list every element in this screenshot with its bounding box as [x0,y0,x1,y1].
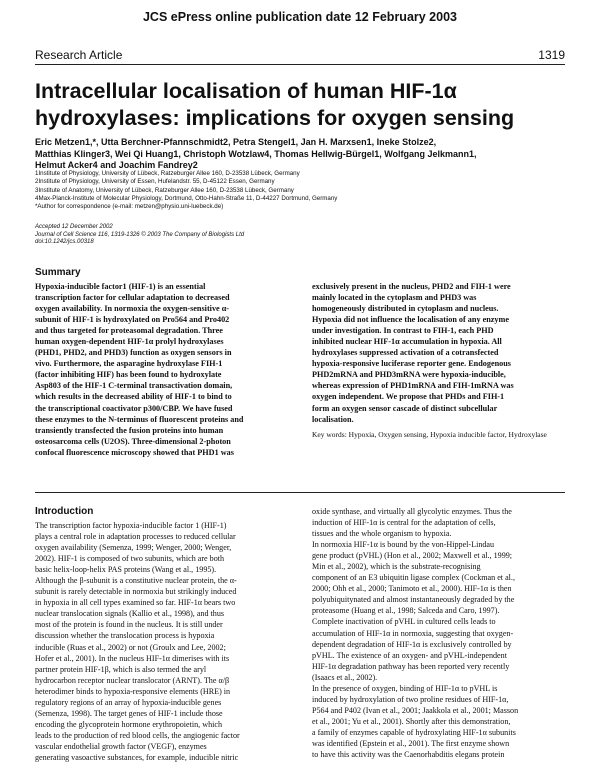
article-title [35,78,575,132]
journal-reference: Journal of Cell Science 116, 1319-1326 © 2003 The Company of Biologists Ltd [35,231,245,238]
introduction-column-2: oxide synthase, and virtually all glycolytic enzymes. Thus the induction of HIF-1α is central for the adaptation of cells, tissues and the whole organism to hypoxia. In normoxia HIF-1α is bound by the von-Hippel-Lindau gene product (pVHL) (Hon et al., 2002; Maxwell et al., 1999; Min et al., 2002), which is the substrate-recognising component of an E3 ubiquitin ligase complex (Cockman et al., 2000; Ohh et al., 2000; Tanimoto et al., 2000). HIF-1α is then polyubiquitynated and almost instantaneously degraded by the proteasome (Huang et al., 1998; Salceda and Caro, 1997). Complete inactivation of pVHL in cultured cells leads to accumulation of HIF-1α in normoxia, suggesting that oxygen- dependent degradation of HIF-1α is exclusively controlled by pVHL. The existence of an oxygen- and pVHL-independent HIF-1α degradation pathway has been reported very recently (Isaacs et al., 2002). In the presence of oxygen, binding of HIF-1α to pVHL is induced by hydroxylation of two proline residues of HIF-1α, P564 and P402 (Ivan et al., 2001; Jaakkola et al., 2001; Masson et al., 2001; Yu et al., 2001). Shortly after this demonstration, a family of enzymes capable of hydroxylating HIF-1α subunits was identified (Epstein et al., 2001). The first enzyme shown to have this activity was the Caenorhabditis elegans protein [312,507,519,760]
doi: doi:10.1242/jcs.00318 [35,239,94,245]
authors-line-3: Helmut Acker4 and Joachim Fandrey2 [35,160,198,170]
affiliation-3: 3Institute of Anatomy, University of Lübeck, Ratzeburger Allee 160, D-23538 Lübeck, Germany [35,186,294,194]
publication-info [35,224,335,247]
epress-publication-note: JCS ePress online publication date 12 February 2003 [142,10,457,24]
summary-column-1: Hypoxia-inducible factor1 (HIF-1) is an essential transcription factor for cellular adaptation to decreased oxygen availability. In normoxia the oxygen-sensitive α- subunit of HIF-1 is hydroxylated on Pro564 and Pro402 and thus targeted for proteasomal degradation. Three human oxygen-dependent HIF-1α prolyl hydroxylases (PHD1, PHD2, and PHD3) function as oxygen sensors in vivo. Furthermore, the asparagine hydroxylase FIH-1 (factor inhibiting HIF) has been found to hydroxylate Asp803 of the HIF-1 C-terminal transactivation domain, which results in the decreased ability of HIF-1 to bind to the transcriptional coactivator p300/CBP. We have fused these enzymes to the N-terminus of fluorescent proteins and transiently transfected the fusion proteins into human osteosarcoma cells (U2OS). Three-dimensional 2-photon confocal fluorescence microscopy showed that PHD1 was [35,282,244,457]
keywords: Key words: Hypoxia, Oxygen sensing, Hypoxia inducible factor, Hydroxylase [312,430,547,439]
affiliation-2: 2Institute of Physiology, University of Essen, Hufelandstr. 55, D-45122 Essen, Germany [35,178,275,186]
section-divider [35,492,565,493]
summary-column-2: exclusively present in the nucleus, PHD2 and FIH-1 were mainly located in the cytoplasm and PHD3 was homogeneously distributed in cytoplasm and nucleus. Hypoxia did not influence the localisation of any enzyme under investigation. In contrast to FIH-1, each PHD inhibited nuclear HIF-1α accumulation in hypoxia. All hydroxylases suppressed activation of a cotransfected hypoxia-responsive luciferase reporter gene. Endogenous PHD2mRNA and PHD3mRNA were hypoxia-inducible, whereas expression of PHD1mRNA and FIH-1mRNA was oxygen independent. We propose that PHDs and FIH-1 form an oxygen sensor cascade of distinct subcellular localisation. [312,282,514,424]
author-list [35,137,565,172]
header-rule [35,64,565,65]
authors-line-2: Matthias Klinger3, Wei Qi Huang1, Christoph Wotzlaw4, Thomas Hellwig-Bürgel1, Wolfgang Jelkmann1, [35,148,477,159]
correspondence-note: *Author for correspondence (e-mail: metzen@physio.uni-luebeck.de) [35,203,224,211]
affiliations [35,170,565,211]
title-line-1: Intracellular localisation of human HIF-1α [35,79,457,103]
introduction-column-1: The transcription factor hypoxia-inducible factor 1 (HIF-1) plays a central role in adaptation processes to reduced cellular oxygen availability (Semenza, 1999; Wenger, 2000; Wenger, 2002). HIF-1 is composed of two subunits, which are both basic helix-loop-helix PAS proteins (Wang et al., 1995). Although the β-subunit is a constitutive nuclear protein, the α- subunit is rarely detectable in normoxia but strikingly induced in hypoxia in all cell types examined so far. HIF-1α bears two nuclear translocation signals (Kallio et al., 1998), and thus most of the protein is found in the nucleus. It is still under discussion whether the translocation process is hypoxia inducible (Ruas et al., 2002) or not (Groulx and Lee, 2002; Hofer et al., 2001). In the nucleus HIF-1α dimerises with its partner protein HIF-1β, which is also termed the aryl hydrocarbon receptor nuclear translocator (ARNT). The α/β heterodimer binds to hypoxia-responsive elements (HRE) in regulatory regions of an array of hypoxia-inducible genes (Semenza, 1998). The target genes of HIF-1 include those encoding the glycoprotein hormone erythropoietin, which leads to the production of red blood cells, the angiogenic factor vascular endothelial growth factor (VEGF), enzymes generating vasoactive substances, for example, inducible nitric [35,521,240,762]
title-line-2: hydroxylases: implications for oxygen sensing [35,106,515,130]
authors-line-1: Eric Metzen1,*, Utta Berchner-Pfannschmidt2, Petra Stengel1, Jan H. Marxsen1, Ineke Stolze2, [35,137,437,147]
introduction-heading: Introduction [35,506,94,517]
accepted-date: Accepted 12 December 2002 [35,224,113,230]
affiliation-4: 4Max-Planck-Institute of Molecular Physiology, Dortmund, Otto-Hahn-Straße 11, D-44227 Dortmund, Germany [35,194,338,202]
affiliation-1: 1Institute of Physiology, University of Lübeck, Ratzeburger Allee 160, D-23538 Lübeck, Germany [35,170,300,177]
section-label: Research Article [35,48,123,62]
summary-heading: Summary [35,267,81,278]
page-number: 1319 [538,48,565,62]
